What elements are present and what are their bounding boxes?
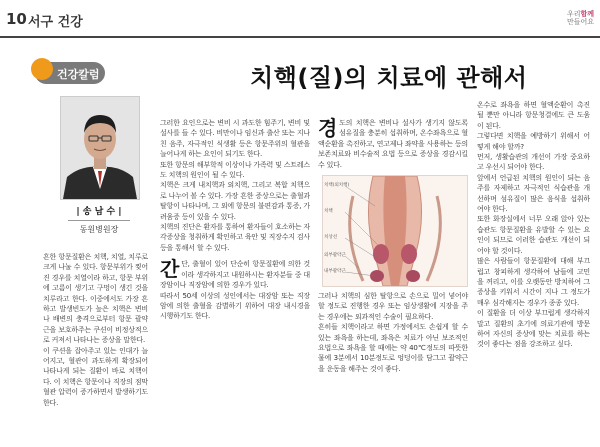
column-1-text: 흔한 항문질환은 치핵, 치열, 치루로 크게 나눌 수 있다. 항문부위가 찢어진 경우를 치열이라 하고, 항문 부위에 고름이 생기고 구멍이 생긴 것을 치루라고 한다. 이중에서도 가장 흔하고 발생빈도가 높은 치핵은 변비나 배변의 충격으로부터 항문 괄약근을 보호하주는 쿠션이 비정상적으로 커져서 나타나는 증상을 말한다. 이 쿠션을 잡아주고 있는 인대가 늘어지고, 혈관이 과도하게 확장되어 나타나게 되는 질환이 바로 치핵이다. 이 치핵은 항문이나 직장의 점막혈관 압력이 증가하면서 발생하기도 한다.: [43, 253, 148, 407]
header-slogan: [567, 10, 594, 26]
author-affiliation: 동원병원장: [79, 225, 119, 234]
column-2: [160, 118, 310, 322]
column-1: [43, 252, 148, 408]
header-divider: [0, 36, 600, 38]
author-name: | 송 남 수 |: [76, 207, 122, 217]
column-2-text-a: 그러한 요인으로는 변비 시 과도한 힘주기, 변비 및 설사를 들 수 있다. 비만이나 임신과 출산 또는 지나친 음주, 자극적인 식생활 등은 항문주위의 혈관을 늘어나게 하는 요인이 되기도 한다. 또한 항문의 해부학적 이상이나 가족력 및 스트레스도 치핵의 원인이 될 수 있다. 치핵은 크게 내치핵과 외치핵, 그리고 복합 치핵으로 나누어 볼 수 있다. 가장 흔한 증상으로는 출혈과 탈항이 나타나며, 그 외에 항문의 불편감과 통증, 가려움증 등이 있을 수 있다. 치핵의 진단은 환자를 통하여 환자들이 호소하는 자각증상을 청취하게 확인하고 육안 및 직장수지 검사 등을 통해서 할 수 있다.: [160, 119, 310, 252]
author-divider: [68, 220, 130, 221]
figure-label-2: 치핵: [324, 209, 333, 214]
column-3-lower: [318, 291, 468, 374]
column-2-text-b: 단, 출혈이 있어 단순히 항문질환에 의한 것이라 생각하지고 내원하시는 환자분들 중 대장암이나 직장암에 의한 경우가 있다. 따라서 50세 이상의 성인에서는 대장암 또는 직장암에 의한 출혈을 감별하기 위하여 대장 내시경을 시행하기도 한다.: [160, 260, 310, 321]
column-4: [477, 100, 590, 350]
badge-dot-icon: [31, 58, 53, 80]
author-photo: [60, 96, 140, 200]
column-3-text-a: 도의 치핵은 변비나 설사가 생기지 않도록 섬유질을 충분히 섭취하며, 온수좌욕으로 혈액순환을 촉진하고, 연고제나 좌약을 사용하는 등의 보존치료와 비수술적 요법 등으로 증상을 경감시킬 수 있다.: [318, 119, 468, 169]
figure-label-4: 외부괄약근: [324, 253, 346, 258]
column-2-para-b: [160, 259, 310, 321]
slogan-line1: 우리: [566, 10, 581, 18]
slogan-line2: 만들어요: [566, 18, 594, 26]
figure-label-3: 치상선: [324, 235, 338, 240]
column-4-text: 온수로 좌욕을 하면 혈액순환이 촉진될 뿐만 아니라 항문청결에도 큰 도움이 된다. 그렇다면 치핵을 예방하기 위해서 어떻게 해야 할까? 먼저, 생활습관의 개선이 가장 중요하고 우선시 되어야 한다. 앞에서 언급된 치핵의 원인이 되는 음주를 자제하고 자극적인 식습관을 개선하며 섬유질이 많은 음식을 섭취하여야 한다. 또한 화장실에서 너무 오래 앉아 있는 습관도 항문질환을 유발할 수 있는 요인이 되므로 이러한 습관도 개선이 되어야 할 것이다. 많은 사람들이 항문질환에 대해 부끄럽고 창피하게 생각하여 남들에 고민을 꺼리고, 이를 오랫동안 방치하여 그 증상을 키워서 시간이 지나 그 정도가 매우 심각해지는 경우가 종종 있다. 이 질환을 더 이상 부끄럽게 생각하지 말고 질환의 초기에 의료기관에 방문하여 자신의 증상에 맞는 치료를 하는 것이 좋다는 점을 강조하고 싶다.: [477, 101, 590, 349]
article-headline: 치핵(질)의 치료에 관해서: [250, 64, 528, 92]
dropcap-c2b: 간: [160, 257, 180, 282]
dropcap-c3a: 경: [318, 116, 338, 140]
badge-label: 건강칼럼: [57, 68, 100, 81]
figure-label-1: 치핵(외치핵): [324, 183, 350, 188]
column-3-text-b: 그러나 치핵의 심한 탈항으로 손으로 밀어 넣어야 할 정도로 진행한 경우 또는 임상생활에 지장을 주는 경우에는 외과적인 수술이 필요하다. 흔히들 치핵이라고 하면 가정에서도 손쉽게 할 수 있는 좌욕을 하는데, 좌욕은 치료가 아닌 보조적인 요법으로 좌욕을 할 때에는 약 40℃정도의 따뜻한 물에 3분에서 10분정도로 엉덩이를 담그고 괄약근을 운동을 해주는 것이 좋다.: [318, 292, 468, 373]
column-badge: [35, 62, 105, 84]
page-header: [0, 0, 600, 40]
page-number: 10: [6, 10, 27, 28]
column-3-para-a: [318, 118, 468, 170]
section-title: 서구 건강: [28, 15, 83, 30]
anatomy-figure: [322, 175, 468, 287]
slogan-accent: 함께: [580, 10, 594, 18]
column-3: [318, 118, 468, 170]
figure-label-5: 내부괄약근: [324, 269, 346, 274]
author-info: [60, 204, 138, 235]
